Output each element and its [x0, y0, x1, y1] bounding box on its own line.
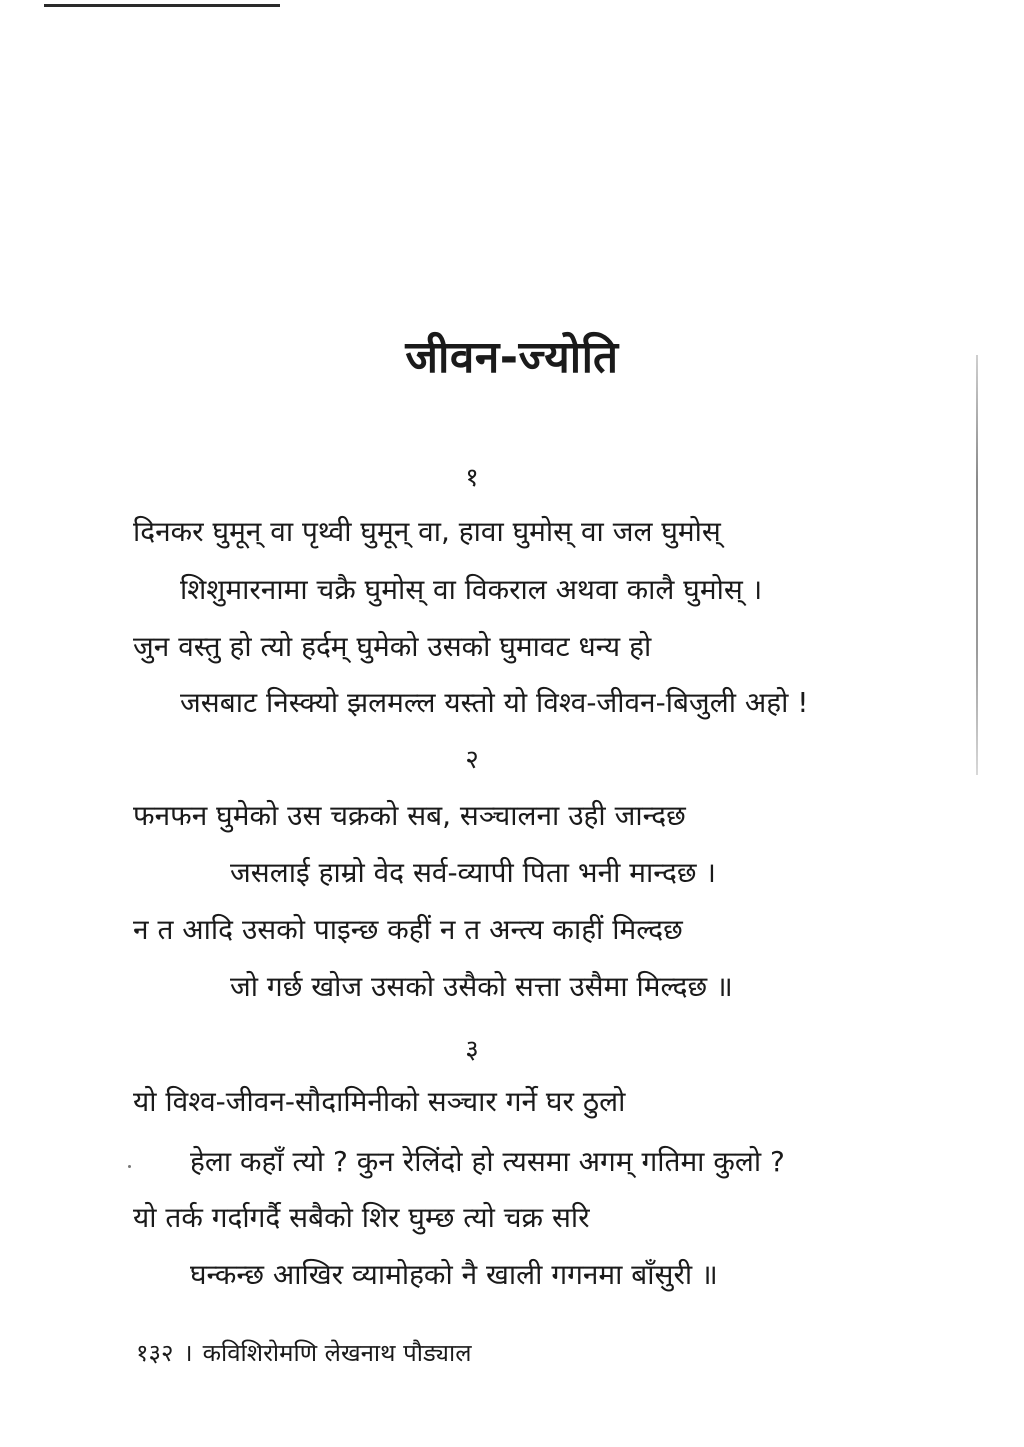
- stray-mark: [128, 1165, 131, 1168]
- stanza-2-line-3: न त आदि उसको पाइन्छ कहीं न त अन्त्य काहीं मिल्दछ: [133, 913, 683, 946]
- stanza-2-line-1: फनफन घुमेको उस चक्रको सब, सञ्चालना उही जान्दछ: [133, 799, 686, 832]
- stanza-3-line-3: यो तर्क गर्दागर्दै सबैको शिर घुम्छ त्यो चक्र सरि: [133, 1201, 590, 1234]
- stanza-3-line-1: यो विश्व-जीवन-सौदामिनीको सञ्चार गर्ने घर ठुलो: [133, 1085, 626, 1118]
- stanza-1-line-1: दिनकर घुमून् वा पृथ्वी घुमून् वा, हावा घुमोस् वा जल घुमोस्: [133, 515, 721, 548]
- stanza-2-line-4: जो गर्छ खोज उसको उसैको सत्ता उसैमा मिल्दछ ॥: [230, 970, 733, 1003]
- top-rule: [44, 4, 280, 7]
- stanza-number-1: १: [465, 463, 479, 493]
- stanza-1-line-2: शिशुमारनामा चक्रै घुमोस् वा विकराल अथवा कालै घुमोस् ।: [180, 573, 763, 606]
- stanza-3-line-4: घन्कन्छ आखिर व्यामोहको नै खाली गगनमा बाँसुरी ॥: [190, 1258, 718, 1291]
- page-footer: [136, 1336, 472, 1369]
- stanza-2-line-2: जसलाई हाम्रो वेद सर्व-व्यापी पिता भनी मान्दछ ।: [230, 856, 716, 889]
- page-number: १३२: [136, 1339, 174, 1367]
- stanza-number-3: ३: [465, 1035, 479, 1065]
- right-margin-line: [976, 355, 978, 775]
- stanza-number-2: २: [465, 745, 479, 775]
- poem-title: जीवन-ज्योति: [405, 332, 619, 383]
- footer-separator: ।: [183, 1339, 193, 1367]
- book-title: कविशिरोमणि लेखनाथ पौड्याल: [202, 1339, 472, 1367]
- stanza-1-line-4: जसबाट निस्क्यो झलमल्ल यस्तो यो विश्व-जीवन-बिजुली अहो !: [180, 686, 809, 719]
- stanza-1-line-3: जुन वस्तु हो त्यो हर्दम् घुमेको उसको घुमावट धन्य हो: [133, 630, 652, 663]
- stanza-3-line-2: हेला कहाँ त्यो ? कुन रेलिंदो हो त्यसमा अगम् गतिमा कुलो ?: [190, 1145, 785, 1178]
